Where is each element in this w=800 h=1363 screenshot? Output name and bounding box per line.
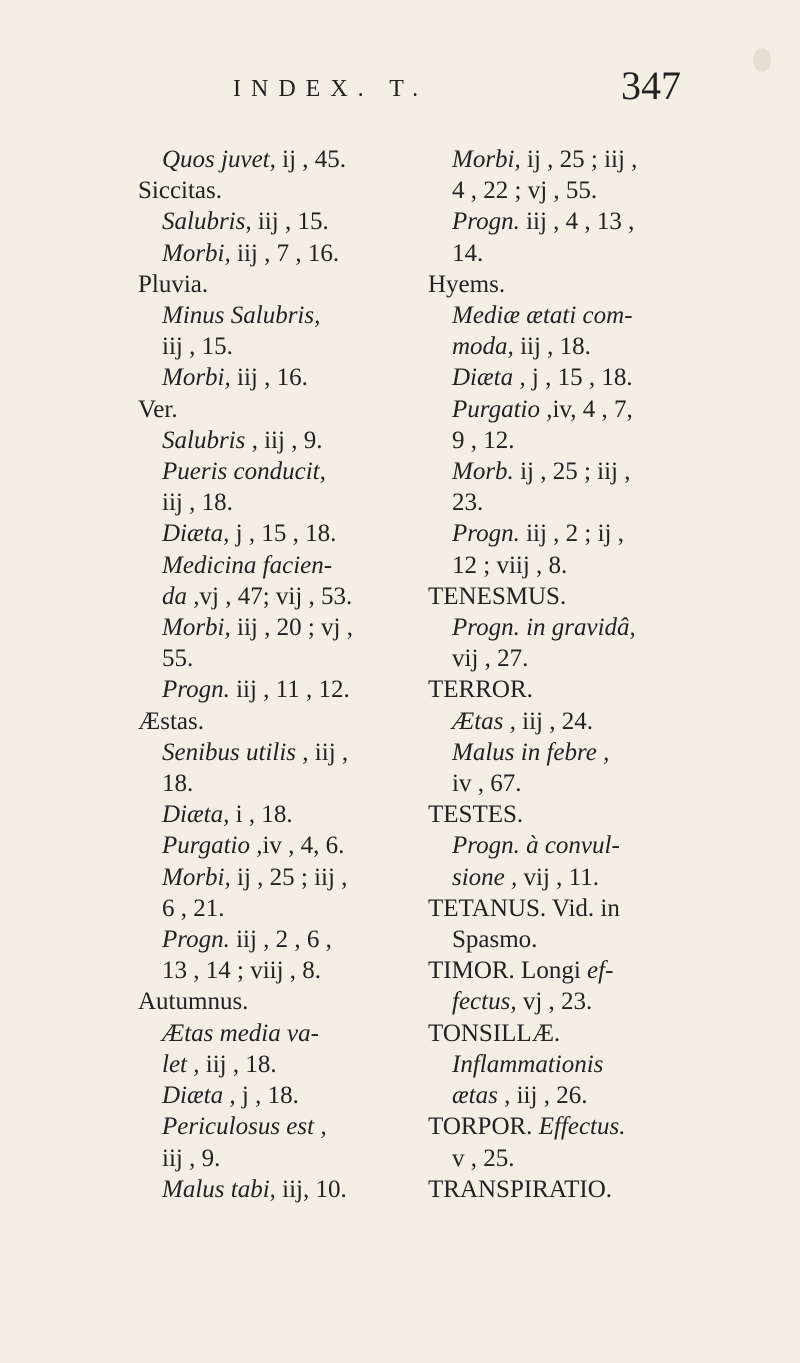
entry-term: Progn. in gravidâ, <box>452 614 636 642</box>
index-entry <box>138 955 438 986</box>
index-entry <box>428 206 728 237</box>
entry-reference: iv , 67. <box>452 770 522 798</box>
entry-reference: iij , 15. <box>251 208 329 236</box>
entry-term: Progn. <box>162 926 230 954</box>
index-entry <box>428 550 728 581</box>
entry-term: Ætas media va- <box>162 1019 319 1047</box>
index-entry <box>428 1143 728 1174</box>
entry-term: moda, <box>452 333 514 361</box>
entry-term: Mediæ ætati com- <box>452 302 633 330</box>
entry-term: Progn. <box>452 520 520 548</box>
index-heading <box>138 269 438 300</box>
index-entry <box>138 737 438 768</box>
entry-term: Malus in febre , <box>452 738 610 766</box>
entry-reference: TRANSPIRATIO. <box>428 1175 613 1203</box>
entry-term: Morbi, <box>452 146 521 173</box>
entry-term: fectus, <box>452 988 517 1016</box>
entry-reference: Pluvia. <box>138 270 209 298</box>
index-heading <box>428 893 728 924</box>
index-entry <box>138 581 438 612</box>
entry-reference: Hyems. <box>428 270 506 298</box>
entry-term: ætas , <box>452 1082 511 1110</box>
index-entry <box>428 300 728 331</box>
entry-term: Medicina facien- <box>162 551 333 579</box>
entry-reference: iij , 26. <box>510 1082 588 1110</box>
entry-reference: iij , <box>308 738 349 766</box>
entry-term: Malus tabi, <box>162 1175 276 1203</box>
entry-reference: v , 25. <box>452 1144 515 1172</box>
entry-reference: ij , 45. <box>275 146 347 173</box>
index-heading <box>428 1111 728 1142</box>
entry-reference: vij , 27. <box>452 645 529 673</box>
index-entry <box>138 893 438 924</box>
entry-term: Diæta , <box>162 1082 236 1110</box>
index-entry <box>138 550 438 581</box>
index-entry <box>428 456 728 487</box>
entry-reference: vij , 11. <box>517 863 599 891</box>
entry-reference: iij , 2 ; ij , <box>519 520 625 548</box>
entry-reference: 6 , 21. <box>162 894 225 922</box>
entry-reference: i , 18. <box>229 801 293 829</box>
index-entry <box>428 425 728 456</box>
entry-reference: Spasmo. <box>452 926 538 954</box>
entry-term: Salubris, <box>162 208 252 236</box>
entry-reference: iij , 9. <box>162 1144 221 1172</box>
entry-reference: ij , 25 ; iij , <box>520 146 638 173</box>
entry-term: Morb. <box>452 458 514 486</box>
entry-reference: TONSILLÆ. <box>428 1019 561 1047</box>
index-entry <box>428 518 728 549</box>
entry-reference: 13 , 14 ; viij , 8. <box>162 957 322 985</box>
index-heading <box>428 1018 728 1049</box>
entry-reference: iij , 18. <box>513 333 591 361</box>
index-entry <box>138 643 438 674</box>
entry-term: let , <box>162 1050 200 1078</box>
index-entry <box>428 1080 728 1111</box>
index-entry <box>428 238 728 269</box>
index-entry <box>428 331 728 362</box>
entry-reference: vj , 23. <box>516 988 593 1016</box>
index-heading <box>428 581 728 612</box>
index-heading <box>428 799 728 830</box>
entry-reference: iij , 16. <box>230 364 308 392</box>
index-entry <box>138 1080 438 1111</box>
entry-reference: iij, 10. <box>275 1175 347 1203</box>
index-heading <box>428 1174 728 1205</box>
entry-term: Periculosus est , <box>162 1113 327 1141</box>
entry-term: Salubris , <box>162 426 258 454</box>
entry-reference: ij , 25 ; iij , <box>513 458 631 486</box>
entry-term: ef- <box>587 957 614 985</box>
entry-reference: Ver. <box>138 395 178 423</box>
entry-term: Ætas , <box>452 707 516 735</box>
entry-term: Diæta , <box>452 364 526 392</box>
index-entry <box>138 768 438 799</box>
entry-term: Progn. <box>452 208 520 236</box>
index-entry <box>138 830 438 861</box>
index-entry <box>138 487 438 518</box>
entry-reference: 23. <box>452 489 484 517</box>
index-entry <box>428 175 728 206</box>
entry-term: Diæta, <box>162 801 230 829</box>
index-entry <box>428 487 728 518</box>
entry-term: Purgatio , <box>452 395 553 423</box>
entry-term: Effectus. <box>538 1113 626 1141</box>
entry-reference: iv , 4, 6. <box>262 832 345 860</box>
entry-reference: j , 15 , 18. <box>229 520 337 548</box>
entry-term: Purgatio , <box>162 832 263 860</box>
index-entry <box>138 1143 438 1174</box>
entry-term: Pueris conducit, <box>162 458 326 486</box>
index-heading <box>428 674 728 705</box>
entry-reference: 14. <box>452 239 484 267</box>
index-entry <box>428 768 728 799</box>
entry-term: Diæta, <box>162 520 230 548</box>
entry-reference: iij , 15. <box>162 333 233 361</box>
entry-reference: Æstas. <box>138 707 204 735</box>
index-entry <box>428 144 728 175</box>
index-entry <box>138 1018 438 1049</box>
index-entry <box>138 362 438 393</box>
running-header <box>0 63 800 130</box>
entry-reference: Siccitas. <box>138 177 223 205</box>
index-entry <box>138 456 438 487</box>
entry-term: Progn. <box>162 676 230 704</box>
index-entry <box>428 924 728 955</box>
entry-term: sione , <box>452 863 518 891</box>
entry-reference: iij , 18. <box>162 489 233 517</box>
index-entry <box>428 362 728 393</box>
index-entry <box>138 144 438 175</box>
index-entry <box>428 830 728 861</box>
index-entry <box>138 518 438 549</box>
entry-term: Morbi, <box>162 239 231 267</box>
entry-reference: iij , 4 , 13 , <box>519 208 635 236</box>
index-entry <box>138 1049 438 1080</box>
entry-reference: 4 , 22 ; vj , 55. <box>452 177 598 205</box>
index-entry <box>138 612 438 643</box>
entry-reference: iv, 4 , 7, <box>552 395 633 423</box>
entry-reference: iij , 18. <box>199 1050 277 1078</box>
index-entry <box>428 394 728 425</box>
entry-reference: 9 , 12. <box>452 426 515 454</box>
entry-reference: TORPOR. <box>428 1113 539 1141</box>
index-heading <box>138 706 438 737</box>
index-entry <box>138 862 438 893</box>
entry-term: Senibus utilis , <box>162 738 309 766</box>
entry-reference: iij , 9. <box>257 426 323 454</box>
ink-smudge <box>753 48 771 72</box>
index-entry <box>428 862 728 893</box>
entry-reference: iij , 7 , 16. <box>230 239 340 267</box>
entry-reference: 12 ; viij , 8. <box>452 551 568 579</box>
entry-reference: 18. <box>162 770 194 798</box>
entry-reference: vj , 47; vij , 53. <box>199 582 353 610</box>
entry-term: Quos juvet, <box>162 146 276 173</box>
entry-reference: TIMOR. Longi <box>428 957 588 985</box>
entry-reference: TETANUS. Vid. in <box>428 894 620 922</box>
index-entry <box>428 706 728 737</box>
index-heading <box>138 986 438 1017</box>
entry-reference: TERROR. <box>428 676 533 704</box>
entry-reference: 55. <box>162 645 194 673</box>
index-entry <box>138 1111 438 1142</box>
index-entry <box>138 238 438 269</box>
entry-term: Progn. à convul- <box>452 832 620 860</box>
index-entry <box>428 643 728 674</box>
entry-term: Morbi, <box>162 614 231 642</box>
index-entry <box>138 924 438 955</box>
index-heading <box>138 394 438 425</box>
entry-reference: iij , 24. <box>515 707 593 735</box>
entry-reference: j , 18. <box>235 1082 299 1110</box>
entry-reference: iij , 20 ; vj , <box>230 614 353 642</box>
entry-reference: Autumnus. <box>138 988 249 1016</box>
index-entry <box>138 674 438 705</box>
index-column-left <box>138 144 438 1205</box>
index-entry <box>428 986 728 1017</box>
entry-reference: j , 15 , 18. <box>525 364 633 392</box>
entry-term: Morbi, <box>162 863 231 891</box>
index-heading <box>138 175 438 206</box>
index-entry <box>138 1174 438 1205</box>
index-entry <box>428 1049 728 1080</box>
index-entry <box>138 331 438 362</box>
index-heading <box>428 955 728 986</box>
index-entry <box>428 737 728 768</box>
index-entry <box>428 612 728 643</box>
index-entry <box>138 300 438 331</box>
entry-term: Minus Salubris, <box>162 302 321 330</box>
index-entry <box>138 799 438 830</box>
entry-reference: ij , 25 ; iij , <box>230 863 348 891</box>
index-entry <box>138 206 438 237</box>
index-entry <box>138 425 438 456</box>
entry-term: da , <box>162 582 200 610</box>
entry-reference: iij , 11 , 12. <box>229 676 350 704</box>
header-title: INDEX. T. <box>233 76 429 102</box>
entry-term: Inflammationis <box>452 1050 604 1078</box>
entry-reference: iij , 2 , 6 , <box>229 926 332 954</box>
page-number: 347 <box>621 63 681 108</box>
entry-term: Morbi, <box>162 364 231 392</box>
index-heading <box>428 269 728 300</box>
entry-reference: TENESMUS. <box>428 582 567 610</box>
entry-reference: TESTES. <box>428 801 524 829</box>
index-column-right <box>428 144 728 1205</box>
